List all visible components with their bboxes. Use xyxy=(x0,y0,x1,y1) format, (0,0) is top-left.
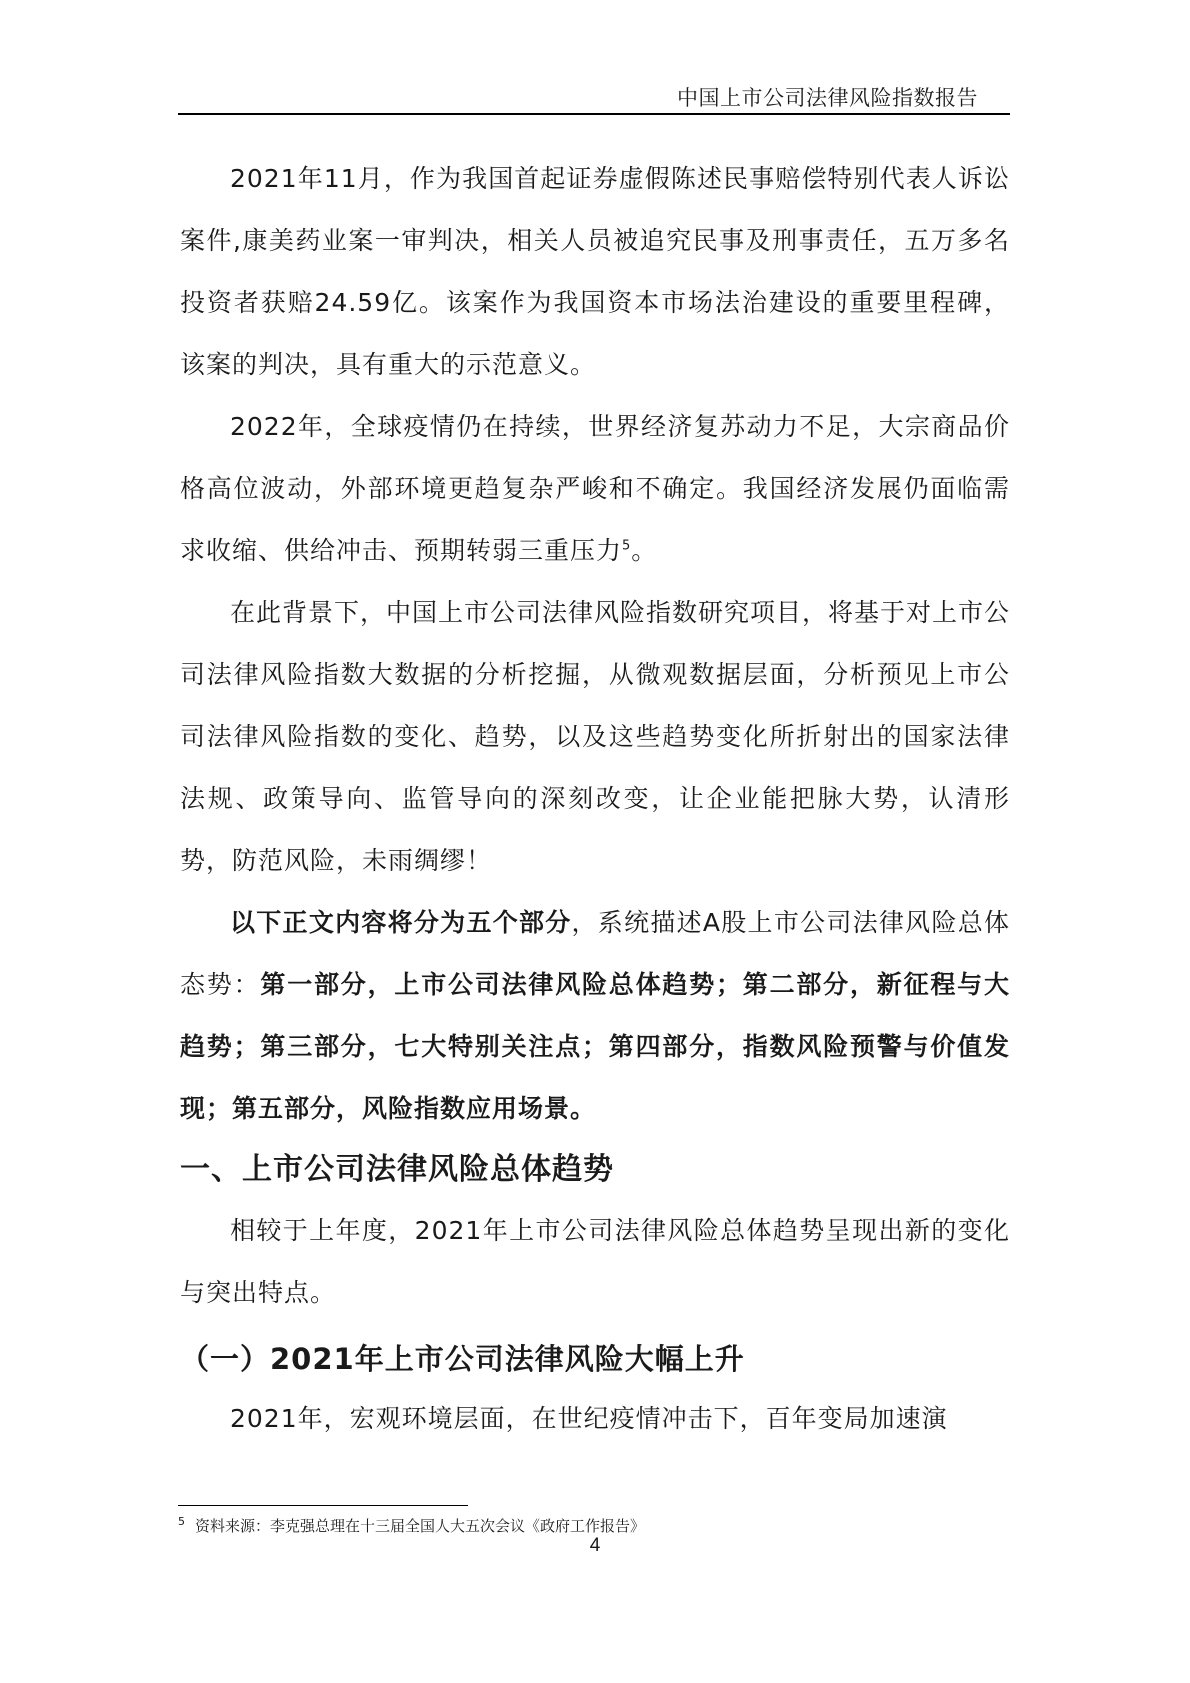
section-heading-1: 一、上市公司法律风险总体趋势 xyxy=(180,1152,614,1187)
paragraph-2021-macro: 2021年，宏观环境层面，在世纪疫情冲击下，百年变局加速演 xyxy=(230,1404,948,1433)
subsection-heading-1: （一）2021年上市公司法律风险大幅上升 xyxy=(180,1342,745,1376)
paragraph-overall-trend-intro: 相较于上年度，2021年上市公司法律风险总体趋势呈现出新的变化与突出特点。 xyxy=(180,1216,1010,1307)
footnote-divider xyxy=(178,1505,468,1506)
paragraph-report-outline xyxy=(180,892,1010,1140)
outline-intro-bold: 以下正文内容将分为五个部分 xyxy=(230,908,572,937)
footnote-reference: 5 xyxy=(622,538,632,554)
header-divider xyxy=(178,113,1010,115)
paragraph-kangmei-case: 2021年11月，作为我国首起证券虚假陈述民事赔偿特别代表人诉讼案件,康美药业案一审判决，相关人员被追究民事及刑事责任，五万多名投资者获赔24.59亿。该案作为我国资本市场法治建设的重要里程碑，该案的判决，具有重大的示范意义。 xyxy=(180,164,1010,379)
paragraph-2022-economy-end: 。 xyxy=(631,536,658,565)
footnote xyxy=(178,1515,645,1536)
footnote-text: 资料来源：李克强总理在十三届全国人大五次会议《政府工作报告》 xyxy=(195,1517,646,1535)
page-number: 4 xyxy=(589,1535,601,1556)
footnote-number: 5 xyxy=(178,1515,185,1528)
running-header-title: 中国上市公司法律风险指数报告 xyxy=(677,86,978,110)
document-body xyxy=(180,148,1010,1450)
outline-parts-bold: 第一部分，上市公司法律风险总体趋势；第二部分，新征程与大趋势；第三部分，七大特别关注点；第四部分，指数风险预警与价值发现；第五部分，风险指数应用场景。 xyxy=(180,970,1010,1123)
paragraph-2022-economy xyxy=(180,396,1010,582)
outline-intro-normal: ，系统描述A股上市公司法律风险总体态势： xyxy=(180,908,1010,999)
paragraph-2022-economy-text: 2022年，全球疫情仍在持续，世界经济复苏动力不足，大宗商品价格高位波动，外部环境更趋复杂严峻和不确定。我国经济发展仍面临需求收缩、供给冲击、预期转弱三重压力 xyxy=(180,412,1010,565)
paragraph-research-background: 在此背景下，中国上市公司法律风险指数研究项目，将基于对上市公司法律风险指数大数据的分析挖掘，从微观数据层面，分析预见上市公司法律风险指数的变化、趋势，以及这些趋势变化所折射出的国家法律法规、政策导向、监管导向的深刻改变，让企业能把脉大势，认清形势，防范风险，未雨绸缪！ xyxy=(180,598,1011,875)
